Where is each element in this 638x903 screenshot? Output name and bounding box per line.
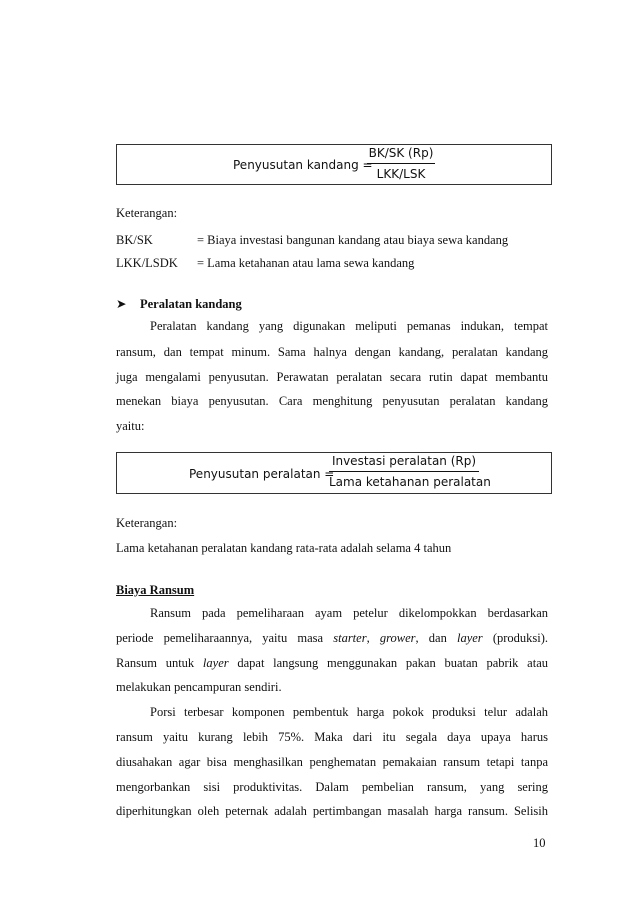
- term-grower: grower: [379, 631, 416, 645]
- paragraph-line: menekan biaya penyusutan. Cara menghitung penyusutan peralatan kandang: [116, 394, 548, 408]
- formula-fraction: [367, 146, 435, 181]
- term-lkklsdk: LKK/LSDK: [116, 256, 178, 270]
- formula-denominator: LKK/LSK: [376, 167, 426, 181]
- paragraph-line: [116, 631, 548, 646]
- bullet-heading-peralatan: [116, 296, 242, 312]
- paragraph-line: ransum, dan tempat minum. Sama halnya dengan kandang, peralatan kandang: [116, 345, 548, 359]
- fraction-bar: [329, 471, 479, 472]
- formula-box-peralatan: [116, 452, 552, 494]
- term-starter: starter: [333, 631, 367, 645]
- paragraph-line: yaitu:: [116, 419, 145, 433]
- paragraph-line: diperhitungkan oleh peternak adalah pertimbangan masalah harga ransum. Selisih: [116, 804, 548, 818]
- text-run: ,: [366, 631, 380, 645]
- term-layer: layer: [456, 631, 483, 645]
- paragraph-line: diusahakan agar bisa menghasilkan penghematan pemakaian ransum tetapi tanpa: [116, 755, 548, 769]
- paragraph-line: ransum yaitu kurang lebih 75%. Maka dari itu segala daya upaya harus: [116, 730, 548, 744]
- formula-lhs: Penyusutan kandang =: [233, 158, 373, 172]
- formula-box-kandang: [116, 144, 552, 185]
- paragraph-line: Porsi terbesar komponen pembentuk harga pokok produksi telur adalah: [150, 705, 548, 719]
- paragraph-line: Ransum pada pemeliharaan ayam petelur dikelompokkan berdasarkan: [150, 606, 548, 620]
- keterangan-text: Lama ketahanan peralatan kandang rata-rata adalah selama 4 tahun: [116, 541, 452, 555]
- keterangan-label: Keterangan:: [116, 206, 178, 220]
- fraction-bar: [367, 163, 435, 164]
- desc-bksk: = Biaya investasi bangunan kandang atau biaya sewa kandang: [197, 233, 509, 247]
- text-run: dapat langsung menggunakan pakan buatan pabrik atau: [228, 656, 548, 670]
- arrow-bullet-icon: ➤: [116, 297, 127, 311]
- text-run: , dan: [415, 631, 457, 645]
- term-bksk: BK/SK: [116, 233, 153, 247]
- section-heading: Peralatan kandang: [140, 297, 242, 311]
- formula-denominator: Lama ketahanan peralatan: [329, 475, 491, 489]
- formula-lhs: Penyusutan peralatan =: [189, 467, 335, 481]
- text-run: (produksi).: [482, 631, 549, 645]
- section-heading-biaya-ransum: Biaya Ransum: [116, 583, 195, 597]
- paragraph-line: juga mengalami penyusutan. Perawatan peralatan secara rutin dapat membantu: [116, 370, 548, 384]
- text-run: Ransum untuk: [116, 656, 203, 670]
- formula-numerator: BK/SK (Rp): [368, 146, 434, 160]
- paragraph-line: mengorbankan sisi produktivitas. Dalam pembelian ransum, yang sering: [116, 780, 548, 794]
- keterangan-label: Keterangan:: [116, 516, 178, 530]
- formula-fraction: [329, 454, 491, 489]
- desc-lkklsdk: = Lama ketahanan atau lama sewa kandang: [197, 256, 415, 270]
- formula-numerator: Investasi peralatan (Rp): [331, 454, 477, 468]
- page-number: 10: [533, 836, 546, 850]
- paragraph-line: melakukan pencampuran sendiri.: [116, 680, 282, 694]
- term-layer: layer: [202, 656, 229, 670]
- paragraph-line: [116, 656, 548, 671]
- paragraph-line: Peralatan kandang yang digunakan meliputi pemanas indukan, tempat: [150, 319, 548, 333]
- text-run: periode pemeliharaannya, yaitu masa: [116, 631, 334, 645]
